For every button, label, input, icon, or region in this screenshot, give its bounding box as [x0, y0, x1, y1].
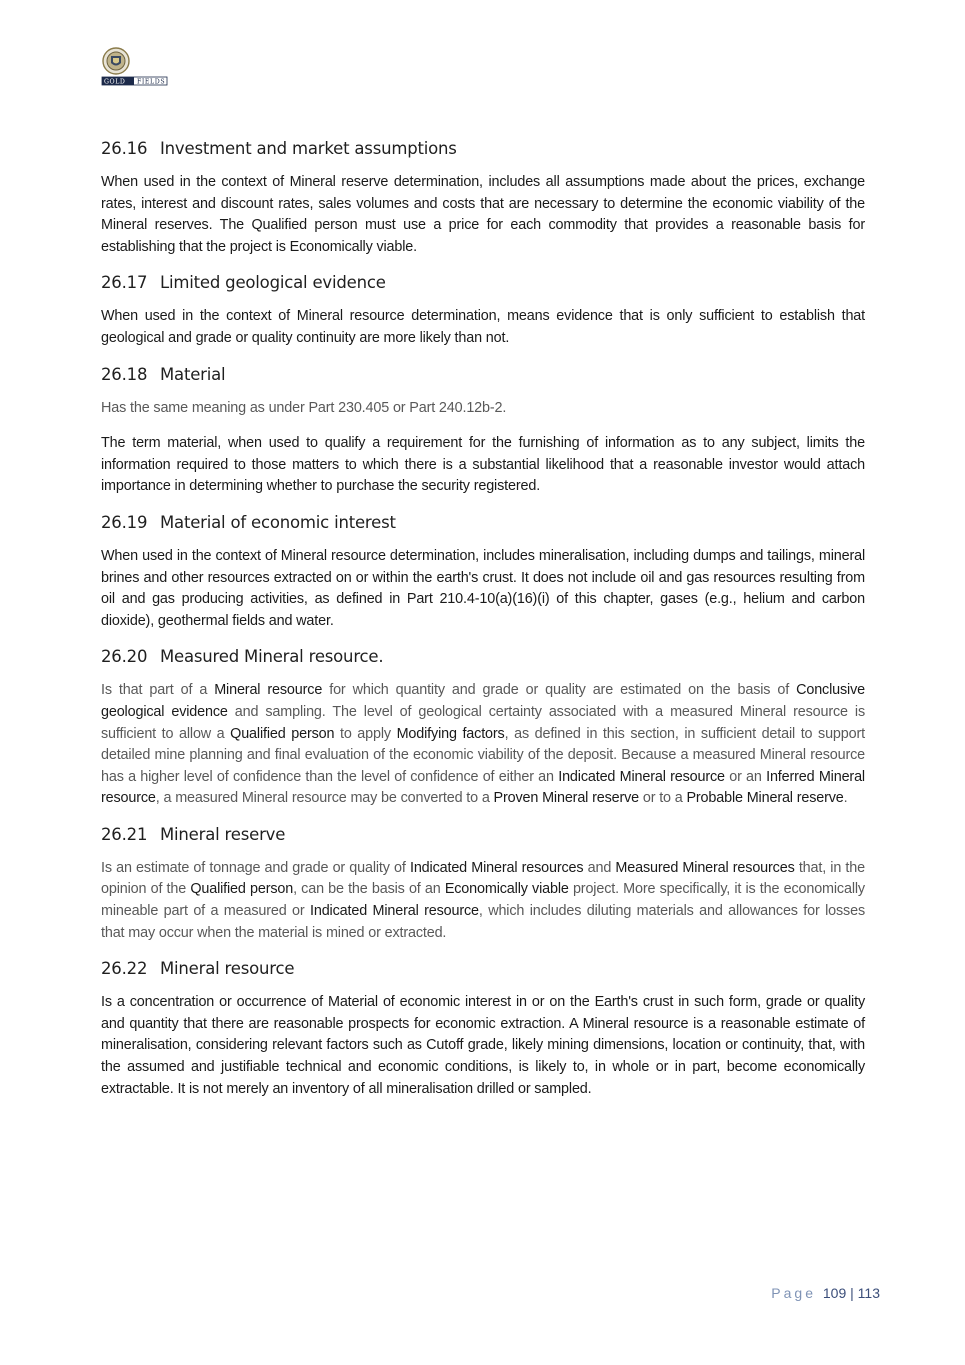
paragraph-text: project. More specifically, it is the economically mineable part of a measured or: [101, 881, 865, 920]
paragraph-text: or to a: [639, 790, 687, 807]
definition-section: [101, 646, 865, 810]
defined-term: Proven Mineral reserve: [493, 790, 640, 807]
section-heading: [101, 512, 865, 534]
section-number: 26.22: [101, 959, 148, 979]
defined-term: Probable Mineral reserve: [686, 790, 844, 807]
paragraph-text: Is an estimate of tonnage and grade or quality of: [101, 859, 410, 876]
section-title: Limited geological evidence: [160, 273, 386, 293]
section-title: Mineral reserve: [160, 824, 286, 844]
svg-text:GOLD: GOLD: [104, 78, 126, 86]
section-number: 26.20: [101, 647, 148, 667]
gold-fields-crest-icon: [101, 45, 169, 89]
section-heading: [101, 646, 865, 668]
section-paragraph: [101, 546, 865, 632]
defined-term: Indicated Mineral resource: [310, 903, 479, 920]
paragraph-text: Is a concentration or occurrence of Material of economic interest in or on the Earth's crust in such form, grade or quality and quantity that there are reasonable prospects for economic extraction. A Mineral resource is a reasonable estimate of mineralisation, considering relevant factors such as Cutoff grade, likely mining dimensions, location or continuity, that, with the assumed and justifiable technical and economic conditions, is likely to, in whole or in part, become economically extractable. It is not merely an inventory of all mineralisation drilled or sampled.: [101, 994, 865, 1097]
section-title: Measured Mineral resource.: [160, 647, 384, 667]
section-title: Investment and market assumptions: [160, 139, 457, 158]
paragraph-text: , a measured Mineral resource may be converted to a: [155, 790, 494, 807]
section-paragraph: [101, 306, 865, 349]
page-current: 109: [822, 1285, 847, 1301]
section-paragraph: [101, 172, 865, 258]
defined-term: Qualified person: [190, 881, 294, 898]
defined-term: Mineral resource: [214, 682, 323, 699]
section-paragraph: [101, 398, 865, 420]
paragraph-text: The term material, when used to qualify a requirement for the furnishing of information as to any subject, limits the information required to those matters to which there is a substantial likelihood that a reasonable investor would attach importance in determining whether to purchase the security registered.: [101, 435, 865, 495]
section-number: 26.16: [101, 139, 148, 158]
section-title: Mineral resource: [160, 959, 295, 979]
section-heading: [101, 824, 865, 846]
section-number: 26.17: [101, 273, 148, 293]
page-label: Page: [771, 1285, 816, 1301]
page-separator: |: [850, 1285, 854, 1301]
section-number: 26.21: [101, 824, 148, 844]
paragraph-text: When used in the context of Mineral reserve determination, includes all assumptions made about the prices, exchange rates, interest and discount rates, sales volumes and costs that are necessary to determine the economic viability of the Mineral reserves. The Qualified person must use a price for each commodity that provides a reasonable basis for establishing that the project is Economically viable.: [101, 174, 865, 255]
paragraph-text: .: [843, 790, 848, 807]
paragraph-text: , can be the basis of an: [293, 881, 445, 898]
defined-term: Modifying factors: [396, 725, 505, 742]
paragraph-text: and: [583, 859, 616, 876]
page-footer: [700, 1285, 880, 1301]
defined-term: Measured Mineral resources: [615, 859, 795, 876]
section-heading: [101, 272, 865, 294]
document-body: [101, 138, 865, 1114]
paragraph-text: for which quantity and grade or quality are estimated on the basis of: [322, 682, 797, 699]
section-number: 26.18: [101, 364, 148, 384]
defined-term: Conclusive geological evidence: [101, 682, 865, 720]
paragraph-text: or an: [724, 768, 767, 785]
section-paragraph: [101, 858, 865, 944]
section-title: Material of economic interest: [160, 512, 396, 532]
defined-term: Indicated Mineral resource: [558, 768, 725, 785]
paragraph-text: , which includes diluting materials and allowances for losses that may occur when the material is mined or extracted.: [101, 903, 865, 941]
section-heading: [101, 138, 865, 160]
svg-text:FIELDS: FIELDS: [137, 78, 166, 86]
paragraph-text: Is that part of a: [101, 682, 215, 699]
defined-term: Qualified person: [230, 725, 335, 742]
defined-term: Inferred Mineral resource: [101, 768, 865, 807]
definition-section: [101, 138, 865, 258]
section-paragraph: [101, 680, 865, 810]
defined-term: Indicated Mineral resources: [409, 859, 584, 876]
paragraph-text: and sampling. The level of geological certainty associated with a measured Mineral resource is sufficient to allow a: [101, 703, 865, 742]
defined-term: Economically viable: [444, 881, 569, 898]
paragraph-text: to apply: [334, 725, 397, 742]
paragraph-text: , as defined in this section, in sufficient detail to support detailed mine planning and final evaluation of the economic viability of the deposit. Because a measured Mineral resource has a higher level of confidence than the level of confidence of either an: [101, 725, 865, 785]
definition-section: [101, 364, 865, 498]
page-total: 113: [857, 1285, 880, 1301]
section-number: 26.19: [101, 512, 148, 532]
definition-section: [101, 272, 865, 349]
gold-fields-logo: [101, 45, 169, 89]
definition-section: [101, 958, 865, 1100]
paragraph-text: Has the same meaning as under Part 230.405 or Part 240.12b-2.: [101, 399, 507, 416]
definition-section: [101, 512, 865, 632]
section-paragraph: [101, 992, 865, 1100]
paragraph-text: that, in the opinion of the: [101, 859, 865, 898]
section-heading: [101, 364, 865, 386]
section-title: Material: [160, 364, 226, 384]
paragraph-text: When used in the context of Mineral resource determination, means evidence that is only sufficient to establish that geological and grade or quality continuity are more likely than not.: [101, 308, 865, 346]
definition-section: [101, 824, 865, 944]
section-heading: [101, 958, 865, 980]
section-paragraph: [101, 433, 865, 498]
paragraph-text: When used in the context of Mineral resource determination, includes mineralisation, including dumps and tailings, mineral brines and other resources extracted on or within the earth's crust. It does not include oil and gas resources resulting from oil and gas producing activities, as defined in Part 210.4-10(a)(16)(i) of this chapter, gases (e.g., helium and carbon dioxide), geothermal fields and water.: [101, 547, 865, 629]
